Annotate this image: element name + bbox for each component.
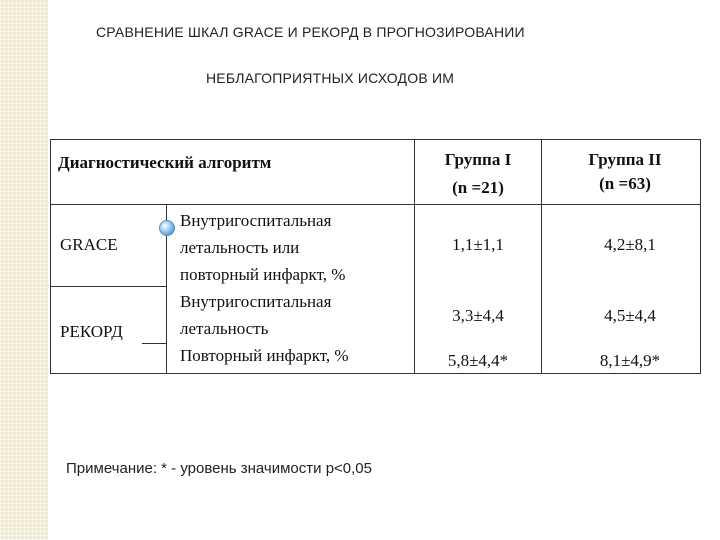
divider-grace-rekord — [50, 286, 166, 287]
divider-outcome-group1 — [414, 139, 415, 374]
bullet-dot-icon — [159, 220, 175, 236]
row1-group2-value: 4,2±8,1 — [604, 235, 656, 254]
page-title-line-1: СРАВНЕНИЕ ШКАЛ GRACE И РЕКОРД В ПРОГНОЗИРОВАНИИ — [96, 24, 525, 40]
row1-outcome-line3: повторный инфаркт, % — [180, 265, 346, 284]
header-group1-name: Группа I — [444, 150, 512, 169]
row2-group2-value: 4,5±4,4 — [604, 306, 656, 325]
divider-group1-group2 — [541, 139, 542, 374]
header-group2-name: Группа II — [588, 150, 662, 169]
decorative-side-strip — [0, 0, 48, 540]
row2-group1-value: 3,3±4,4 — [452, 306, 504, 325]
header-algorithm: Диагностический алгоритм — [58, 153, 272, 172]
divider-rekord-sub — [142, 343, 166, 344]
row3-group1-value: 5,8±4,4* — [447, 351, 509, 370]
page-title-line-2: НЕБЛАГОПРИЯТНЫХ ИСХОДОВ ИМ — [206, 70, 455, 86]
row3-group2-value: 8,1±4,9* — [599, 351, 661, 370]
scale-rekord: РЕКОРД — [60, 322, 123, 341]
header-group2-n: (n =63) — [599, 174, 651, 193]
row1-group1-value: 1,1±1,1 — [452, 235, 504, 254]
row2-outcome-line2: летальность — [180, 319, 269, 338]
scale-grace: GRACE — [60, 235, 118, 254]
footnote: Примечание: * - уровень значимости p<0,05 — [66, 460, 372, 477]
row1-outcome-line1: Внутригоспитальная — [180, 211, 332, 230]
divider-header — [50, 204, 701, 205]
header-group1-n: (n =21) — [452, 178, 504, 197]
row2-outcome-line1: Внутригоспитальная — [180, 292, 332, 311]
row1-outcome-line2: летальность или — [180, 238, 300, 257]
row3-outcome-line1: Повторный инфаркт, % — [180, 346, 349, 365]
